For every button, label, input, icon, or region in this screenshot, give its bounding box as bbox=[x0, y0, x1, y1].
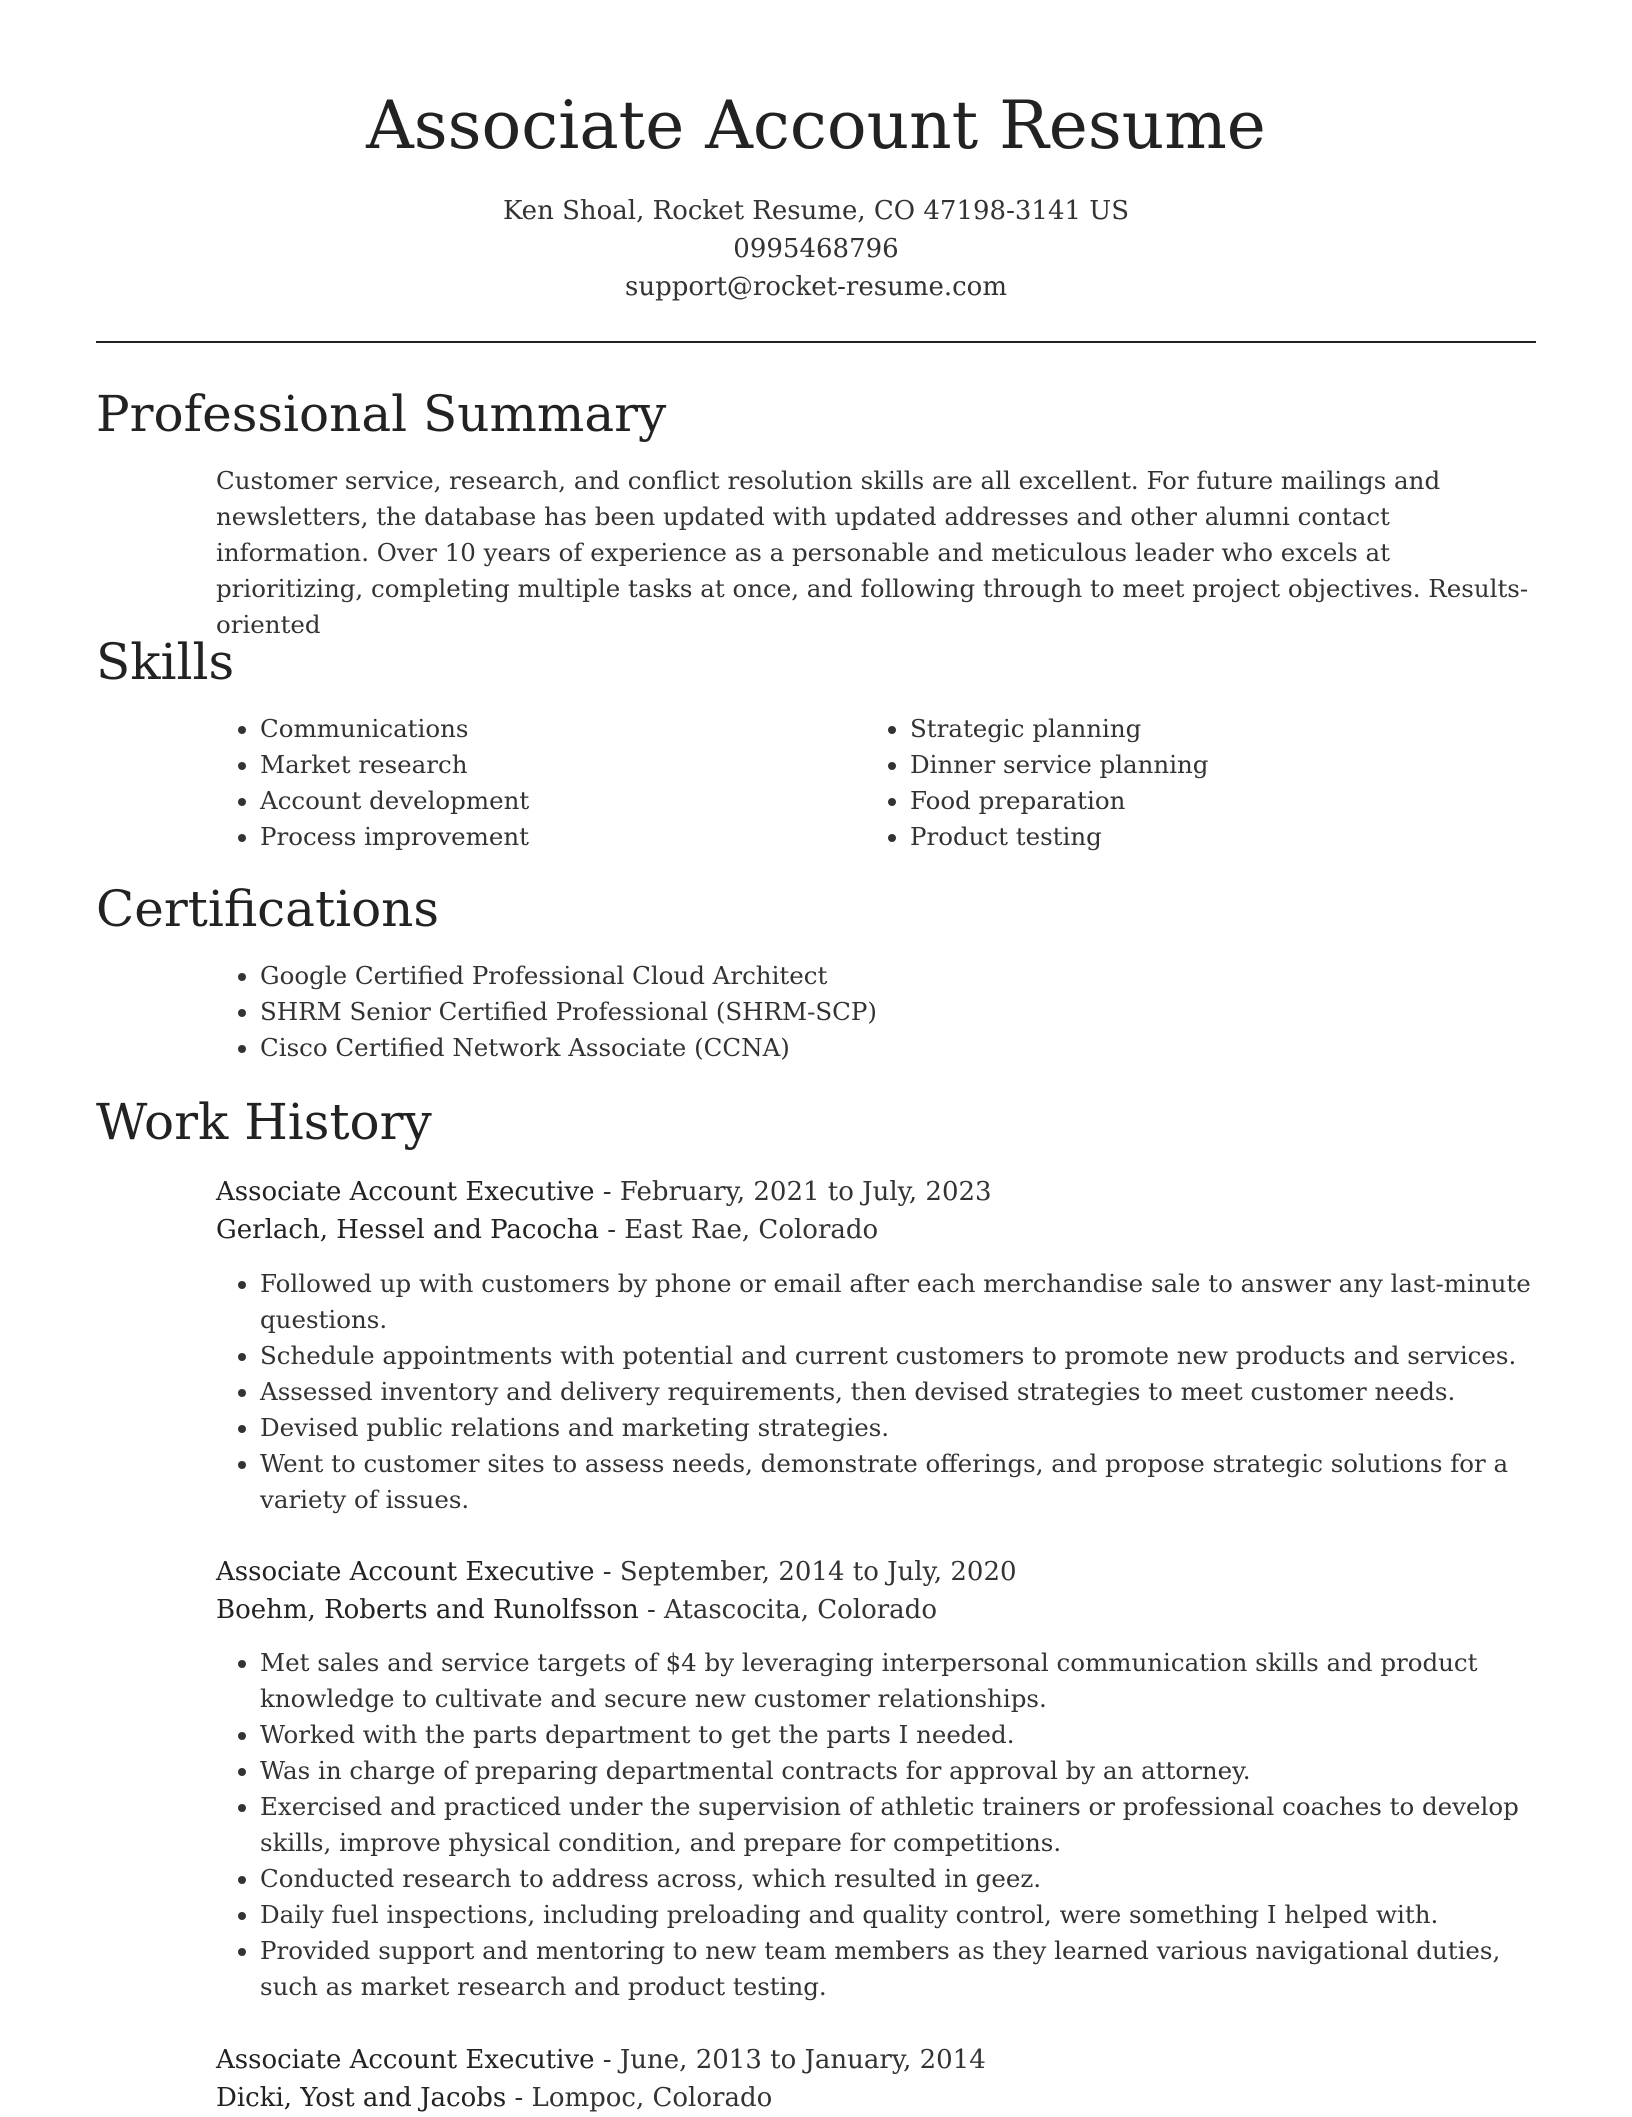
job-dates: June, 2013 to January, 2014 bbox=[619, 2045, 986, 2075]
separator: - bbox=[598, 1215, 625, 1245]
certification-item: • SHRM Senior Certified Professional (SHRM-SCP) bbox=[260, 994, 1536, 1030]
job-bullet: • Devised public relations and marketing strategies. bbox=[260, 1410, 1536, 1446]
summary-heading: Professional Summary bbox=[96, 385, 667, 443]
job-title: Associate Account Executive bbox=[216, 2045, 595, 2075]
skills-list-right bbox=[866, 711, 1510, 855]
job-bullet: • Provided support and mentoring to new team members as they learned various navigational duties, such as market research and product testing. bbox=[260, 1933, 1536, 2005]
job-bullet: • Conducted research to address across, which resulted in geez. bbox=[260, 1861, 1536, 1897]
job-title: Associate Account Executive bbox=[216, 1177, 595, 1207]
certifications-heading: Certifications bbox=[96, 880, 440, 938]
job-title-line bbox=[216, 1173, 1536, 1211]
skill-item: • Strategic planning bbox=[910, 711, 1510, 747]
resume-title: Associate Account Resume bbox=[366, 87, 1266, 164]
contact-block bbox=[96, 192, 1536, 306]
separator: - bbox=[638, 1595, 665, 1625]
job-title-line bbox=[216, 1553, 1536, 1591]
certification-item: • Google Certified Professional Cloud Architect bbox=[260, 958, 1536, 994]
job-bullets bbox=[216, 1645, 1536, 2005]
skills-list-left bbox=[216, 711, 860, 855]
separator: - bbox=[594, 1557, 620, 1587]
job-company-line bbox=[216, 2079, 1536, 2117]
skill-item: • Market research bbox=[260, 747, 860, 783]
contact-email: support@rocket-resume.com bbox=[624, 272, 1007, 302]
skill-item: • Communications bbox=[260, 711, 860, 747]
job-company: Dicki, Yost and Jacobs bbox=[216, 2083, 507, 2113]
job-bullet: • Followed up with customers by phone or email after each merchandise sale to answer any last-minute questions. bbox=[260, 1266, 1536, 1338]
skill-item: • Product testing bbox=[910, 819, 1510, 855]
job-bullet: • Schedule appointments with potential and current customers to promote new products and services. bbox=[260, 1338, 1536, 1374]
separator: - bbox=[594, 1177, 620, 1207]
certification-item: • Cisco Certified Network Associate (CCNA) bbox=[260, 1030, 1536, 1066]
contact-address: Ken Shoal, Rocket Resume, CO 47198-3141 US bbox=[502, 196, 1130, 226]
skill-item: • Dinner service planning bbox=[910, 747, 1510, 783]
job-company: Boehm, Roberts and Runolfsson bbox=[216, 1595, 639, 1625]
job-bullet: • Assessed inventory and delivery requirements, then devised strategies to meet customer needs. bbox=[260, 1374, 1536, 1410]
job-bullet: • Worked with the parts department to get the parts I needed. bbox=[260, 1717, 1536, 1753]
summary-text: Customer service, research, and conflict resolution skills are all excellent. For future mailings and newsletters, the database has been updated with updated addresses and other alumni contact information. Over 10 years of experience as a personable and meticulous leader who excels at prioritizing, completing multiple tasks at once, and following through to meet project objectives. Results-oriented bbox=[216, 466, 1529, 639]
skill-item: • Process improvement bbox=[260, 819, 860, 855]
job-bullet: • Was in charge of preparing departmental contracts for approval by an attorney. bbox=[260, 1753, 1536, 1789]
job-company-line bbox=[216, 1591, 1536, 1629]
certifications-list bbox=[216, 958, 1536, 1066]
job-bullet: • Exercised and practiced under the supervision of athletic trainers or professional coaches to develop skills, improve physical condition, and prepare for competitions. bbox=[260, 1789, 1536, 1861]
job-location: Lompoc, Colorado bbox=[531, 2083, 773, 2113]
job-bullet: • Met sales and service targets of $4 by leveraging interpersonal communication skills and product knowledge to cultivate and secure new customer relationships. bbox=[260, 1645, 1536, 1717]
header-divider bbox=[96, 341, 1536, 343]
job-dates: September, 2014 to July, 2020 bbox=[619, 1557, 1017, 1587]
job-bullets bbox=[216, 1266, 1536, 1518]
separator: - bbox=[506, 2083, 532, 2113]
job-location: Atascocita, Colorado bbox=[664, 1595, 937, 1625]
skills-heading: Skills bbox=[96, 633, 235, 691]
separator: - bbox=[594, 2045, 620, 2075]
job-company-line bbox=[216, 1211, 1536, 1249]
job-location: East Rae, Colorado bbox=[624, 1215, 879, 1245]
skill-item: • Account development bbox=[260, 783, 860, 819]
job-dates: February, 2021 to July, 2023 bbox=[619, 1177, 992, 1207]
contact-phone: 0995468796 bbox=[733, 234, 899, 264]
job-company: Gerlach, Hessel and Pacocha bbox=[216, 1215, 599, 1245]
job-bullet: • Went to customer sites to assess needs, demonstrate offerings, and propose strategic solutions for a variety of issues. bbox=[260, 1446, 1536, 1518]
job-title: Associate Account Executive bbox=[216, 1557, 595, 1587]
job-bullet: • Daily fuel inspections, including preloading and quality control, were something I helped with. bbox=[260, 1897, 1536, 1933]
job-title-line bbox=[216, 2041, 1536, 2079]
skill-item: • Food preparation bbox=[910, 783, 1510, 819]
work-history-heading: Work History bbox=[96, 1093, 432, 1151]
